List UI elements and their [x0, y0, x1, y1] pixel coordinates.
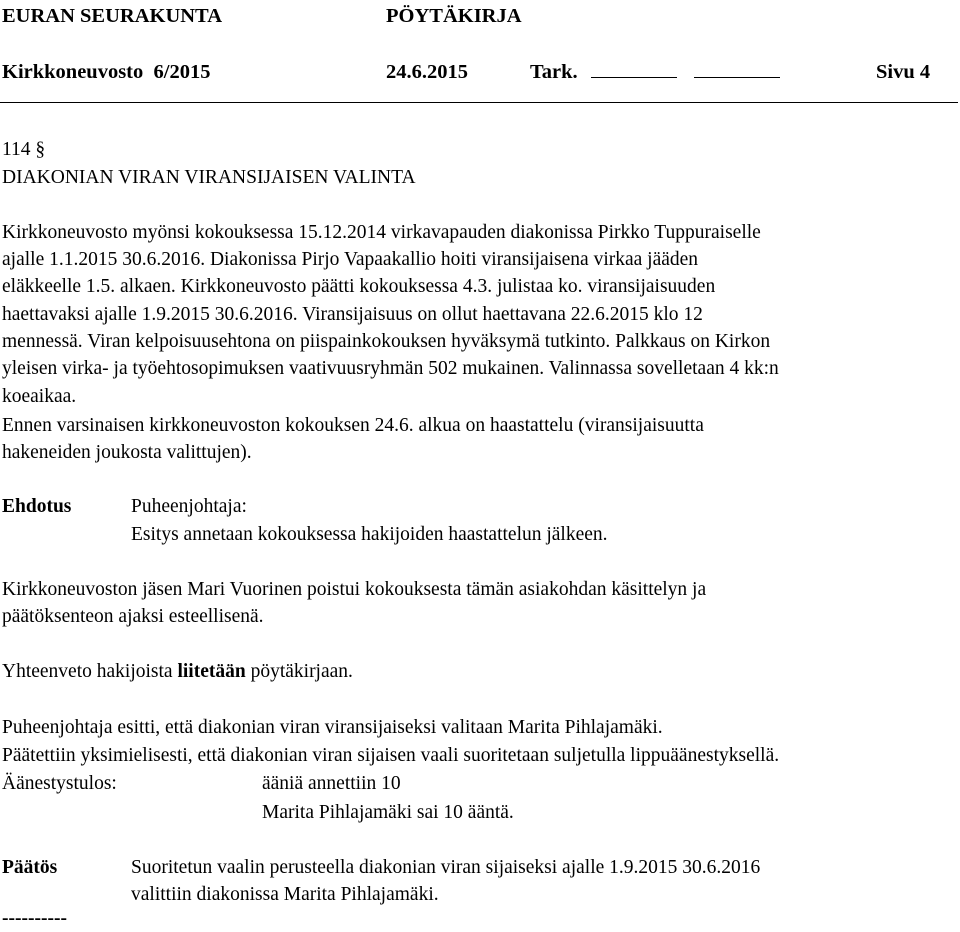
recusal-line: päätöksenteon ajaksi esteellisenä. — [2, 606, 264, 627]
section-number: 114 § — [2, 139, 46, 160]
meeting-date: 24.6.2015 — [386, 61, 468, 83]
page-number: Sivu 4 — [876, 61, 931, 83]
signature-blank-2 — [694, 59, 780, 78]
intro-line: koeaikaa. — [2, 386, 77, 407]
intro-line: Kirkkoneuvosto myönsi kokouksessa 15.12.2014 virkavapauden diakonissa Pirkko Tuppuraiselle — [2, 222, 761, 243]
end-marker: ---------- — [2, 908, 67, 929]
intro-line: hakeneiden joukosta valittujen). — [2, 442, 252, 463]
vote-total: ääniä annettiin 10 — [262, 773, 401, 794]
checked-by-label: Tark. — [530, 61, 578, 83]
summary-attachment — [2, 659, 353, 685]
chair-proposal: Puheenjohtaja esitti, että diakonian viran viransijaiseksi valitaan Marita Pihlajamäki. — [2, 717, 663, 738]
document-type: PÖYTÄKIRJA — [386, 5, 522, 27]
decision-label: Päätös — [2, 857, 58, 878]
recusal-line: Kirkkoneuvoston jäsen Mari Vuorinen poistui kokouksesta tämän asiakohdan käsittelyn ja — [2, 579, 707, 600]
decision-line: Suoritetun vaalin perusteella diakonian viran sijaiseksi ajalle 1.9.2015 30.6.2016 — [131, 857, 761, 878]
vote-label: Äänestystulos: — [2, 773, 117, 794]
signature-blank-1 — [591, 59, 677, 78]
proposal-text: Esitys annetaan kokouksessa hakijoiden haastattelun jälkeen. — [131, 524, 608, 545]
intro-line: haettavaksi ajalle 1.9.2015 30.6.2016. Viransijaisuus on ollut haettavana 22.6.2015 klo 12 — [2, 304, 703, 325]
proposal-speaker: Puheenjohtaja: — [131, 496, 247, 517]
header-divider — [0, 102, 958, 103]
summary-text-before: Yhteenveto hakijoista — [2, 661, 178, 682]
checked-by — [530, 59, 780, 85]
church-name: EURAN SEURAKUNTA — [2, 5, 223, 27]
intro-line: eläkkeelle 1.5. alkaen. Kirkkoneuvosto päätti kokouksessa 4.3. julistaa ko. viransijaisuuden — [2, 276, 716, 297]
intro-line: Ennen varsinaisen kirkkoneuvoston kokouksen 24.6. alkua on haastattelu (viransijaisuutta — [2, 415, 704, 436]
intro-line: ajalle 1.1.2015 30.6.2016. Diakonissa Pirjo Vapaakallio hoiti viransijaisena virkaa jääden — [2, 249, 699, 270]
section-title: DIAKONIAN VIRAN VIRANSIJAISEN VALINTA — [2, 167, 416, 188]
vote-result: Marita Pihlajamäki sai 10 ääntä. — [262, 802, 514, 823]
proposal-label: Ehdotus — [2, 496, 72, 517]
intro-line: yleisen virka- ja työehtosopimuksen vaativuusryhmän 502 mukainen. Valinnassa sovelletaan 4 kk:n — [2, 358, 779, 379]
intro-line: mennessä. Viran kelpoisuusehtona on piispainkokouksen hyväksymä tutkinto. Palkkaus on Kirkon — [2, 331, 771, 352]
decision-line: valittiin diakonissa Marita Pihlajamäki. — [131, 884, 439, 905]
summary-text-bold: liitetään — [177, 661, 246, 682]
meeting-body: Kirkkoneuvosto 6/2015 — [2, 61, 211, 83]
secret-ballot: Päätettiin yksimielisesti, että diakonian viran sijaisen vaali suoritetaan suljetulla lippuäänestyksellä. — [2, 745, 780, 766]
summary-text-after: pöytäkirjaan. — [245, 661, 353, 682]
